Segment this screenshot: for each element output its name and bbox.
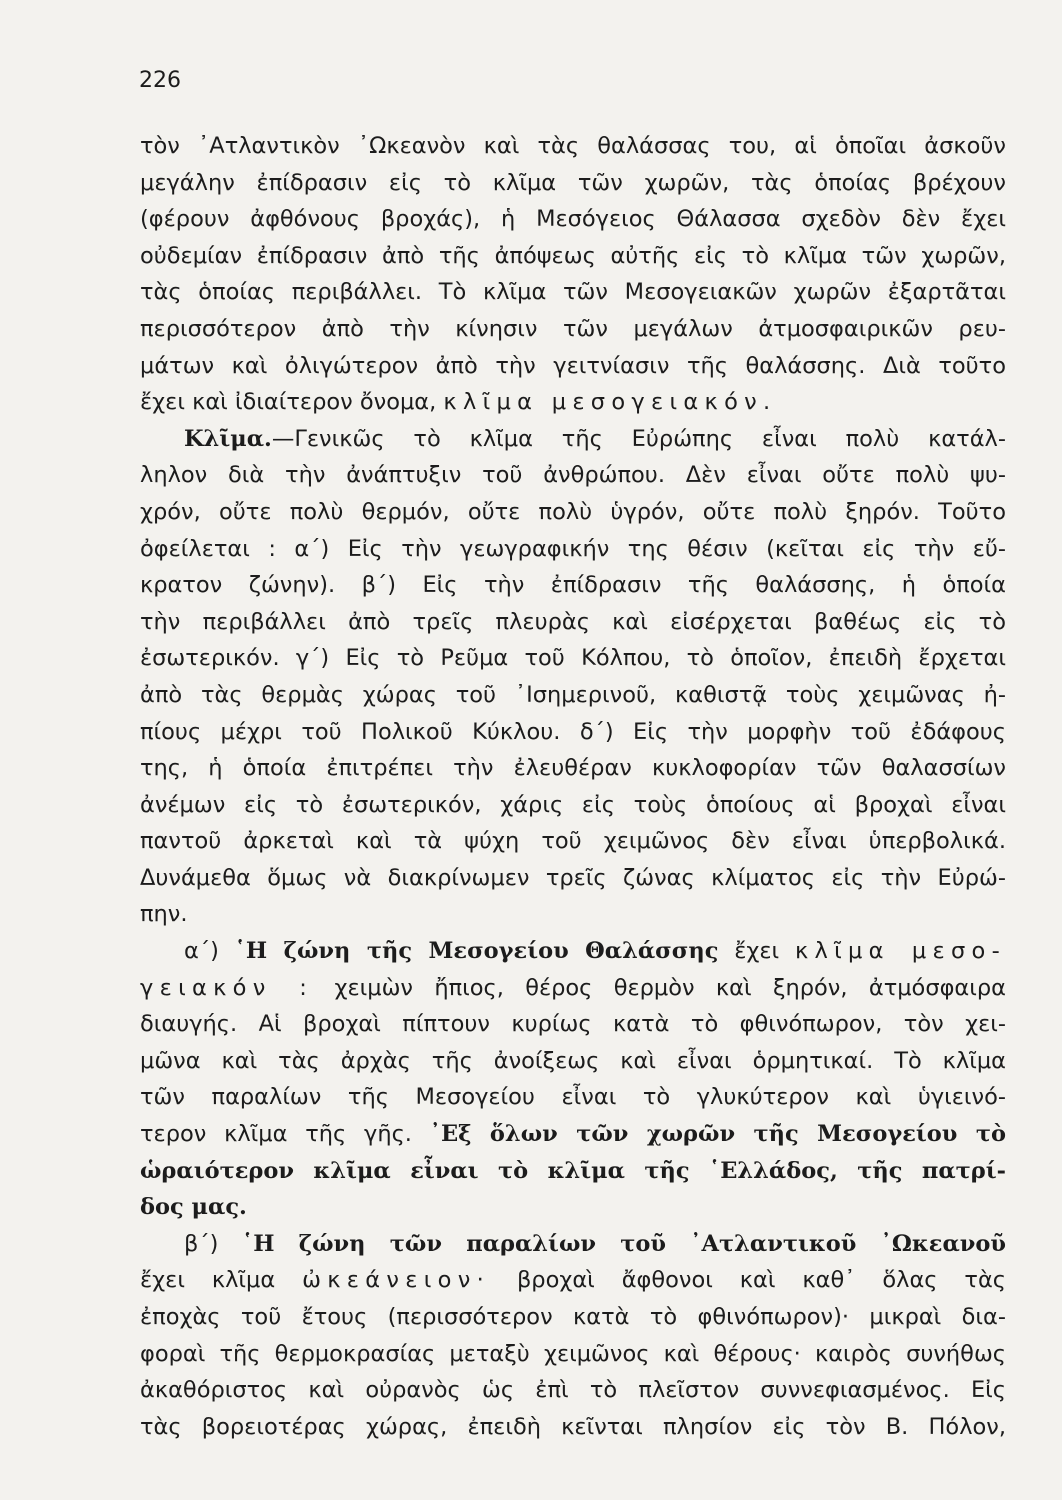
text-line bbox=[140, 1372, 1006, 1409]
bold-text: δος μας. bbox=[140, 1194, 247, 1221]
bold-text: ὡραιότερον κλῖμα εἶναι τὸ κλῖμα τῆς ῾Ελλάδος, τῆς πατρί- bbox=[140, 1157, 1006, 1184]
text-run: Δυνάμεθα ὅμως νὰ διακρίνωμεν τρεῖς ζώνας κλίματος εἰς τὴν Εὐρώ- bbox=[140, 864, 1006, 891]
text-line bbox=[140, 1116, 1006, 1153]
text-run: μῶνα καὶ τὰς ἀρχὰς τῆς ἀνοίξεως καὶ εἶναι ὁρμητικαί. Τὸ κλῖμα bbox=[140, 1047, 1006, 1074]
text-line bbox=[140, 933, 1006, 970]
text-line bbox=[140, 1153, 1006, 1190]
text-line bbox=[140, 1299, 1006, 1336]
text-line bbox=[140, 1189, 1006, 1226]
text-run: ἀνέμων εἰς τὸ ἐσωτερικόν, χάρις εἰς τοὺς ὁποίους αἱ βροχαὶ εἶναι bbox=[140, 791, 1006, 818]
text-run: φοραὶ τῆς θερμοκρασίας μεταξὺ χειμῶνος καὶ θέρους· καιρὸς συνήθως bbox=[140, 1340, 1006, 1367]
text-run: ἐποχὰς τοῦ ἔτους (περισσότερον κατὰ τὸ φθινόπωρον)· μικραὶ δια- bbox=[140, 1304, 1006, 1330]
text-line bbox=[140, 531, 1006, 568]
text-run: β΄) bbox=[184, 1230, 242, 1257]
text-run: τὴν περιβάλλει ἀπὸ τρεῖς πλευρὰς καὶ εἰσέρχεται βαθέως εἰς τὸ bbox=[140, 608, 1006, 635]
text-line bbox=[140, 421, 1006, 458]
text-run: ἐσωτερικόν. γ΄) Εἰς τὸ Ρεῦμα τοῦ Κόλπου, τὸ ὁποῖον, ἐπειδὴ ἔρχεται bbox=[140, 645, 1006, 672]
text-run: τερον κλῖμα τῆς γῆς. bbox=[140, 1121, 430, 1148]
text-line bbox=[140, 970, 1006, 1007]
text-run: χρόν, οὔτε πολὺ θερμόν, οὔτε πολὺ ὑγρόν, οὔτε πολὺ ξηρόν. Τοῦτο bbox=[140, 498, 1006, 525]
bold-text: ῾Η ζώνη τῶν παραλίων τοῦ ᾿Ατλαντικοῦ ᾿Ωκεανοῦ bbox=[241, 1230, 1006, 1257]
text-line bbox=[140, 165, 1006, 202]
spaced-text: γειακόν : bbox=[140, 974, 314, 1001]
text-run: μάτων καὶ ὀλιγώτερον ἀπὸ τὴν γειτνίασιν τῆς θαλάσσης. Διὰ τοῦτο bbox=[140, 352, 1006, 379]
text-run: ληλον διὰ τὴν ἀνάπτυξιν τοῦ ἀνθρώπου. Δὲν εἶναι οὔτε πολὺ ψυ- bbox=[140, 462, 1006, 489]
text-line bbox=[140, 604, 1006, 641]
text-run: τὰς ὁποίας περιβάλλει. Τὸ κλῖμα τῶν Μεσογειακῶν χωρῶν ἐξαρτᾶται bbox=[140, 279, 1006, 306]
text-line bbox=[140, 348, 1006, 385]
text-line bbox=[140, 238, 1006, 275]
spaced-text: κλῖμα μεσο- bbox=[794, 938, 1006, 965]
text-run: τῶν παραλίων τῆς Μεσογείου εἶναι τὸ γλυκύτερον καὶ ὑγιεινό- bbox=[140, 1084, 1006, 1111]
text-line bbox=[140, 1043, 1006, 1080]
text-run: ἔχει καὶ ἰδιαίτερον ὄνομα, bbox=[140, 389, 444, 416]
text-line bbox=[140, 860, 1006, 897]
text-line bbox=[140, 384, 1006, 421]
text-line bbox=[140, 1226, 1006, 1263]
bold-text: ῾Η ζώνη τῆς Μεσογείου Θαλάσσης bbox=[234, 938, 719, 965]
spaced-text: ὠκεάνειον· bbox=[302, 1267, 491, 1294]
text-line bbox=[140, 640, 1006, 677]
text-run: χειμὼν ἤπιος, θέρος θερμὸν καὶ ξηρόν, ἀτμόσφαιρα bbox=[313, 974, 1006, 1001]
text-run: ἀπὸ τὰς θερμὰς χώρας τοῦ ᾿Ισημερινοῦ, καθιστᾷ τοὺς χειμῶνας ἠ- bbox=[140, 681, 1006, 708]
text-run: κρατον ζώνην). β΄) Εἰς τὴν ἐπίδρασιν τῆς θαλάσσης, ἡ ὁποία bbox=[140, 572, 1006, 599]
text-run: βροχαὶ ἄφθονοι καὶ καθ᾿ ὅλας τὰς bbox=[490, 1267, 1006, 1294]
text-run: οὐδεμίαν ἐπίδρασιν ἀπὸ τῆς ἀπόψεως αὐτῆς εἰς τὸ κλῖμα τῶν χωρῶν, bbox=[140, 242, 1006, 269]
text-line bbox=[140, 714, 1006, 751]
text-run: τὸν ᾿Ατλαντικὸν ᾿Ωκεανὸν καὶ τὰς θαλάσσας του, αἱ ὁποῖαι ἀσκοῦν bbox=[140, 133, 1006, 159]
text-line bbox=[140, 457, 1006, 494]
body-text bbox=[140, 128, 1006, 1445]
spaced-text: κλῖμα μεσογειακόν. bbox=[443, 389, 777, 416]
text-run: πην. bbox=[140, 901, 188, 928]
text-line bbox=[140, 750, 1006, 787]
text-line bbox=[140, 823, 1006, 860]
text-run: ὀφείλεται : α΄) Εἰς τὴν γεωγραφικήν της θέσιν (κεῖται εἰς τὴν εὔ- bbox=[140, 535, 1006, 562]
text-line bbox=[140, 677, 1006, 714]
text-run: της, ἡ ὁποία ἐπιτρέπει τὴν ἐλευθέραν κυκλοφορίαν τῶν θαλασσίων bbox=[140, 755, 1006, 782]
text-run: —Γενικῶς τὸ κλῖμα τῆς Εὐρώπης εἶναι πολὺ κατάλ- bbox=[271, 425, 1006, 452]
text-run: περισσότερον ἀπὸ τὴν κίνησιν τῶν μεγάλων ἀτμοσφαιρικῶν ρευ- bbox=[140, 315, 1006, 342]
bold-text: Κλῖμα. bbox=[184, 425, 272, 452]
text-line bbox=[140, 274, 1006, 311]
text-line bbox=[140, 567, 1006, 604]
text-run: τὰς βορειοτέρας χώρας, ἐπειδὴ κεῖνται πλησίον εἰς τὸν Β. Πόλον, bbox=[140, 1413, 1006, 1440]
text-line bbox=[140, 1006, 1006, 1043]
text-line bbox=[140, 1336, 1006, 1373]
text-run: διαυγής. Αἱ βροχαὶ πίπτουν κυρίως κατὰ τὸ φθινόπωρον, τὸν χει- bbox=[140, 1011, 1006, 1038]
text-run: ἀκαθόριστος καὶ οὐρανὸς ὡς ἐπὶ τὸ πλεῖστον συννεφιασμένος. Εἰς bbox=[140, 1377, 1006, 1404]
text-line bbox=[140, 128, 1006, 165]
text-line bbox=[140, 787, 1006, 824]
text-line bbox=[140, 1262, 1006, 1299]
text-run: παντοῦ ἀρκεταὶ καὶ τὰ ψύχη τοῦ χειμῶνος δὲν εἶναι ὑπερβολικά. bbox=[140, 828, 1006, 855]
text-run: πίους μέχρι τοῦ Πολικοῦ Κύκλου. δ΄) Εἰς τὴν μορφὴν τοῦ ἐδάφους bbox=[140, 718, 1006, 745]
text-run: μεγάλην ἐπίδρασιν εἰς τὸ κλῖμα τῶν χωρῶν, τὰς ὁποίας βρέχουν bbox=[140, 169, 1006, 196]
text-run: ἔχει bbox=[718, 938, 795, 965]
text-line bbox=[140, 311, 1006, 348]
text-run: (φέρουν ἀφθόνους βροχάς), ἡ Μεσόγειος Θάλασσα σχεδὸν δὲν ἔχει bbox=[140, 206, 1006, 233]
text-run: ἔχει κλῖμα bbox=[140, 1267, 303, 1294]
text-line bbox=[140, 201, 1006, 238]
text-line bbox=[140, 896, 1006, 933]
text-line bbox=[140, 494, 1006, 531]
text-run: α΄) bbox=[184, 938, 235, 965]
text-line bbox=[140, 1409, 1006, 1446]
page-number: 226 bbox=[139, 68, 181, 93]
bold-text: ᾿Εξ ὅλων τῶν χωρῶν τῆς Μεσογείου τὸ bbox=[429, 1121, 1006, 1148]
text-line bbox=[140, 1079, 1006, 1116]
